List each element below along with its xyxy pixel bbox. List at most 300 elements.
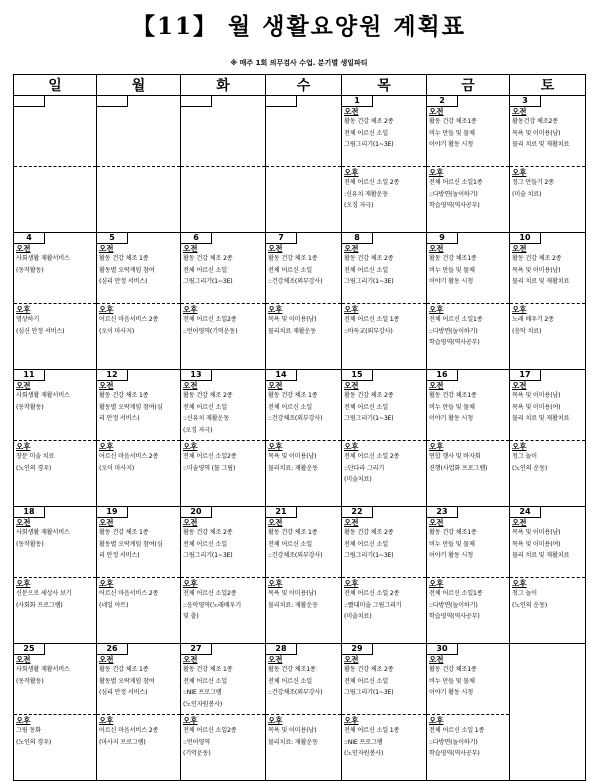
- day-number: 6: [181, 233, 212, 244]
- activity-item: 전체 어르신 소일 2종: [344, 453, 400, 460]
- day-number: 3: [510, 96, 541, 107]
- afternoon-schedule: [99, 442, 178, 502]
- day-cell: [14, 507, 97, 644]
- activity-item: 전체 어르신 소일 1종: [344, 727, 400, 734]
- morning-schedule: [429, 244, 507, 302]
- weekday-header: 화: [181, 75, 266, 96]
- day-cell: [14, 233, 97, 370]
- day-cell: [266, 96, 342, 233]
- am-pm-divider: [342, 577, 426, 578]
- afternoon-schedule: [183, 305, 263, 365]
- day-number: 13: [181, 370, 212, 381]
- day-cell: [342, 507, 427, 644]
- day-number: 29: [342, 644, 373, 655]
- afternoon-schedule: [512, 716, 583, 776]
- day-cell: [342, 644, 427, 781]
- day-number: 15: [342, 370, 373, 381]
- activity-item: 학습영역(역사공부): [429, 339, 480, 346]
- am-pm-divider: [266, 440, 341, 441]
- activity-item: (마사지 프로그램): [99, 738, 146, 746]
- activity-item: (미술치료): [344, 476, 372, 483]
- day-cell: [510, 507, 586, 644]
- morning-label: 오전: [429, 381, 444, 390]
- activity-item: 전체 어르신 소일: [183, 540, 227, 548]
- activity-item: 활동 건강 체조1종: [429, 255, 477, 262]
- activity-item: 학습영역(역사공부): [429, 750, 480, 757]
- activity-item: 그림그리기(1~3E): [344, 689, 394, 696]
- activity-item: 명상하기: [16, 316, 40, 323]
- morning-label: 오전: [99, 655, 114, 664]
- afternoon-schedule: [268, 716, 339, 776]
- morning-label: 오전: [512, 518, 527, 527]
- morning-schedule: [16, 655, 94, 713]
- activity-item: 활동 건강 체조 1종: [99, 255, 149, 262]
- activity-item: 정그 만들기 2종: [512, 179, 554, 186]
- afternoon-schedule: [429, 716, 507, 776]
- activity-item: 리 안정 서비스): [99, 415, 140, 422]
- morning-schedule: [183, 518, 263, 576]
- week-row: [14, 96, 586, 233]
- morning-schedule: [512, 518, 583, 576]
- activity-item: 목욕 및 이미용(남): [268, 590, 317, 597]
- day-number: 20: [181, 507, 212, 518]
- day-number: 11: [14, 370, 45, 381]
- activity-item: 리 안정 서비스): [99, 552, 140, 559]
- activity-item: 활동 건강 체조 2종: [344, 118, 394, 125]
- activity-item: 활동 건강 체조1종: [429, 118, 477, 125]
- afternoon-label: 오후: [429, 716, 444, 725]
- activity-item: ::NIE 프로그램: [344, 738, 383, 746]
- morning-label: 오전: [16, 381, 31, 390]
- activity-item: (미술 치료): [512, 190, 542, 198]
- activity-item: 전체 어르신 소일1종: [429, 316, 483, 323]
- activity-item: 목욕 및 이미용(남): [512, 266, 561, 274]
- day-cell: [427, 507, 510, 644]
- morning-label: 오전: [268, 381, 283, 390]
- afternoon-schedule: [512, 579, 583, 639]
- afternoon-label: 오후: [344, 716, 359, 725]
- morning-schedule: [429, 107, 507, 165]
- activity-item: 활동별 오락게임 참여(심: [99, 540, 163, 548]
- activity-item: 활동 건강 체조1종: [429, 666, 477, 673]
- activity-item: 그림그리기(1~3E): [183, 552, 233, 559]
- activity-item: (오이 마사지): [99, 464, 135, 472]
- am-pm-divider: [510, 166, 585, 167]
- activity-item: (동작활동): [16, 403, 44, 411]
- activity-item: 목욕 및 이미용(남): [512, 392, 561, 399]
- activity-item: (음악 치료): [512, 327, 542, 335]
- activity-item: 전체 어르신 소일: [183, 677, 227, 685]
- activity-item: (오징 자극): [183, 426, 213, 434]
- afternoon-schedule: [429, 442, 507, 502]
- weekday-header: 금: [427, 75, 510, 96]
- activity-item: 활동 건강 체조1종: [268, 666, 316, 673]
- activity-item: 물리 치료 및 재활치료: [512, 141, 570, 148]
- day-cell: [510, 96, 586, 233]
- afternoon-label: 오후: [99, 442, 114, 451]
- afternoon-label: 오후: [344, 305, 359, 314]
- day-cell: [181, 370, 266, 507]
- am-pm-divider: [427, 440, 509, 441]
- activity-item: 목욕 및 이미용(여): [512, 403, 561, 411]
- activity-item: (동작활동): [16, 266, 44, 274]
- activity-item: 전체 어르신 소일2종: [183, 453, 237, 460]
- afternoon-schedule: [344, 442, 424, 502]
- day-number: 12: [97, 370, 128, 381]
- activity-item: 활동별 오락게임 참여(심: [99, 403, 163, 411]
- activity-item: 전체 어르신 소일2종: [183, 590, 237, 597]
- activity-item: ::NIE 프로그램: [183, 689, 222, 696]
- activity-item: 청그 놀이: [512, 590, 537, 597]
- am-pm-divider: [427, 303, 509, 304]
- day-number: 1: [342, 96, 373, 107]
- am-pm-divider: [97, 577, 180, 578]
- activity-item: 활동 건강 체조 2종: [183, 392, 233, 399]
- afternoon-schedule: [268, 168, 339, 228]
- day-number: 16: [427, 370, 458, 381]
- activity-item: 전체 어르신 소일: [344, 540, 388, 548]
- activity-item: ::다방면(놀이하기): [429, 601, 478, 609]
- activity-item: :신유치 재활운동: [344, 190, 389, 198]
- day-number: 22: [342, 507, 373, 518]
- morning-label: 오전: [268, 655, 283, 664]
- am-pm-divider: [427, 577, 509, 578]
- afternoon-label: 오후: [344, 579, 359, 588]
- activity-item: 활동 건강 체조 2종: [183, 529, 233, 536]
- morning-schedule: [268, 381, 339, 439]
- morning-label: 오전: [183, 381, 198, 390]
- afternoon-schedule: [344, 305, 424, 365]
- activity-item: 물리치료: 재활운동: [268, 464, 318, 472]
- activity-item: ::건강체조(외부강사): [268, 278, 323, 285]
- day-cell: [342, 96, 427, 233]
- day-number: 18: [14, 507, 45, 518]
- activity-item: ::바둑교(외부강사): [344, 327, 393, 335]
- am-pm-divider: [266, 303, 341, 304]
- activity-item: (노인자원봉사): [344, 750, 384, 757]
- activity-item: 활동 건강 체조 2종: [344, 392, 394, 399]
- activity-item: 및 춤): [183, 613, 199, 620]
- morning-label: 오전: [183, 518, 198, 527]
- am-pm-divider: [14, 714, 96, 715]
- week-row: [14, 233, 586, 370]
- day-number: 9: [427, 233, 458, 244]
- activity-item: 전체 어르신 소일: [344, 403, 388, 411]
- morning-schedule: [429, 655, 507, 713]
- afternoon-schedule: [429, 168, 507, 228]
- morning-label: 오전: [512, 107, 527, 116]
- morning-schedule: [512, 107, 583, 165]
- activity-item: 활동 건강 체조 2종: [183, 255, 233, 262]
- activity-item: 활동 건강 체조 1종: [268, 529, 318, 536]
- activity-item: 전체 어르신 소일: [344, 266, 388, 274]
- activity-item: 활동 건강 체조 1종: [99, 666, 149, 673]
- afternoon-label: 오후: [183, 579, 198, 588]
- morning-schedule: [268, 655, 339, 713]
- activity-item: 비누 만들 및 물체: [429, 129, 475, 137]
- activity-item: (오징 자극): [344, 202, 374, 209]
- day-cell: [181, 233, 266, 370]
- activity-item: 목욕 및 이미용(남): [268, 316, 317, 323]
- activity-item: 비누 만들 및 물체: [429, 540, 475, 548]
- week-row: [14, 507, 586, 644]
- afternoon-schedule: [344, 168, 424, 228]
- afternoon-label: 오후: [512, 442, 527, 451]
- activity-item: 연합 행사 및 바자회: [429, 453, 481, 460]
- page-title: 【11】 월 생활요양원 계획표: [132, 13, 466, 40]
- am-pm-divider: [181, 714, 265, 715]
- morning-schedule: [512, 655, 583, 713]
- activity-item: (심리 안정 서비스): [99, 689, 148, 696]
- morning-label: 오전: [429, 107, 444, 116]
- am-pm-divider: [342, 303, 426, 304]
- activity-item: (미술치료): [344, 613, 372, 620]
- morning-schedule: [183, 244, 263, 302]
- afternoon-schedule: [268, 579, 339, 639]
- activity-item: 목욕 및 이미용(남): [512, 129, 561, 137]
- activity-item: 학습영역(역사공부): [429, 613, 480, 620]
- am-pm-divider: [342, 440, 426, 441]
- morning-schedule: [429, 381, 507, 439]
- afternoon-label: 오후: [344, 168, 359, 177]
- activity-item: 물리치료 재활운동: [268, 327, 316, 335]
- afternoon-schedule: [16, 168, 94, 228]
- afternoon-schedule: [429, 305, 507, 365]
- activity-item: 이야기 활동 시청: [429, 415, 473, 422]
- activity-item: 이야기 활동 시청: [429, 689, 473, 696]
- afternoon-label: 오후: [512, 305, 527, 314]
- weekday-header-row: [14, 75, 586, 96]
- morning-label: 오전: [344, 107, 359, 116]
- activity-item: (사회화 프로그램): [16, 601, 63, 609]
- morning-label: 오전: [344, 518, 359, 527]
- morning-label: 오전: [268, 244, 283, 253]
- week-row: [14, 370, 586, 507]
- morning-label: 오전: [344, 244, 359, 253]
- activity-item: 전체 어르신 소일 2종: [344, 179, 400, 186]
- activity-item: 목욕 및 이미용(여): [512, 540, 561, 548]
- afternoon-label: 오후: [99, 305, 114, 314]
- day-number: 21: [266, 507, 297, 518]
- day-number: 28: [266, 644, 297, 655]
- activity-item: 이야기 활동 시청: [429, 278, 473, 285]
- activity-item: 전체 어르신 소일 1종: [429, 727, 485, 734]
- afternoon-schedule: [16, 442, 94, 502]
- afternoon-schedule: [268, 442, 339, 502]
- am-pm-divider: [97, 440, 180, 441]
- afternoon-label: 오후: [16, 305, 31, 314]
- activity-item: ::신유치 재활운동: [183, 415, 229, 422]
- am-pm-divider: [97, 303, 180, 304]
- morning-label: 오전: [512, 244, 527, 253]
- am-pm-divider: [97, 714, 180, 715]
- am-pm-divider: [181, 440, 265, 441]
- day-cell: [266, 233, 342, 370]
- activity-item: 사회생활 재활서비스: [16, 529, 70, 536]
- am-pm-divider: [181, 303, 265, 304]
- am-pm-divider: [266, 166, 341, 167]
- morning-label: 오전: [183, 244, 198, 253]
- am-pm-divider: [427, 714, 509, 715]
- activity-item: 전체 어르신 소일: [268, 266, 312, 274]
- activity-item: 활동 건강 체조 2종: [344, 666, 394, 673]
- activity-item: 물리치료: 재활운동: [268, 738, 318, 746]
- morning-schedule: [344, 381, 424, 439]
- morning-label: 오전: [183, 655, 198, 664]
- day-number: [14, 96, 45, 107]
- day-number: 2: [427, 96, 458, 107]
- afternoon-label: 오후: [429, 579, 444, 588]
- day-cell: [97, 370, 181, 507]
- activity-item: 활동 건강 체조 2종: [344, 255, 394, 262]
- afternoon-schedule: [99, 716, 178, 776]
- activity-item: 그림그리기(1~3E): [344, 278, 394, 285]
- activity-item: ::다방면(놀이하기): [429, 327, 478, 335]
- afternoon-schedule: [99, 579, 178, 639]
- afternoon-schedule: [512, 168, 583, 228]
- morning-label: 오전: [344, 655, 359, 664]
- activity-item: 신문으로 세상사 보기: [16, 590, 72, 597]
- activity-item: (노인의 운동): [512, 601, 548, 609]
- activity-item: ::음악영역(노래배우기: [183, 601, 241, 609]
- activity-item: 전체 어르신 소일: [268, 677, 312, 685]
- week-row: [14, 644, 586, 781]
- morning-label: 오전: [429, 244, 444, 253]
- activity-item: ::다방면(놀이하기): [429, 738, 478, 746]
- am-pm-divider: [342, 714, 426, 715]
- morning-schedule: [344, 244, 424, 302]
- weekday-header: 월: [97, 75, 181, 96]
- day-cell: [97, 644, 181, 781]
- activity-item: (노인의 경우): [16, 464, 52, 472]
- am-pm-divider: [14, 577, 96, 578]
- activity-item: 목욕 및 이미용(남): [268, 453, 317, 460]
- weekday-header: 목: [342, 75, 427, 96]
- afternoon-schedule: [429, 579, 507, 639]
- activity-item: (심리 안정 서비스): [99, 278, 148, 285]
- am-pm-divider: [342, 166, 426, 167]
- afternoon-label: 오후: [16, 579, 31, 588]
- day-number: 25: [14, 644, 45, 655]
- morning-label: 오전: [429, 655, 444, 664]
- activity-item: (오이 마사지): [99, 327, 135, 335]
- day-number: 10: [510, 233, 541, 244]
- afternoon-label: 오후: [268, 305, 283, 314]
- day-number: 19: [97, 507, 128, 518]
- activity-item: 어르신 마음서비스 2종: [99, 316, 159, 323]
- afternoon-label: 오후: [16, 442, 31, 451]
- morning-schedule: [99, 655, 178, 713]
- afternoon-schedule: [183, 442, 263, 502]
- activity-item: 그림그리기(1~3E): [344, 552, 394, 559]
- morning-schedule: [512, 244, 583, 302]
- morning-schedule: [99, 381, 178, 439]
- morning-schedule: [344, 655, 424, 713]
- activity-item: 활동 건강 체조 2종: [512, 255, 562, 262]
- activity-item: (노인자원봉사): [183, 700, 223, 708]
- day-number: 7: [266, 233, 297, 244]
- day-number: 17: [510, 370, 541, 381]
- activity-item: 활동 건강 체조 1종: [268, 255, 318, 262]
- day-number: 26: [97, 644, 128, 655]
- day-cell: [342, 370, 427, 507]
- afternoon-schedule: [183, 579, 263, 639]
- activity-item: 활동 건강 체조 1종: [183, 666, 233, 673]
- activity-item: 그림그리기(1~3E): [344, 415, 394, 422]
- activity-item: 그림그리기(1~3E): [183, 278, 233, 285]
- activity-item: (노인의 경우): [16, 738, 52, 746]
- morning-schedule: [16, 244, 94, 302]
- morning-schedule: [99, 244, 178, 302]
- morning-schedule: [16, 381, 94, 439]
- day-cell: [14, 370, 97, 507]
- am-pm-divider: [97, 166, 180, 167]
- morning-label: 오전: [16, 655, 31, 664]
- morning-schedule: [268, 107, 339, 165]
- activity-item: (심신 안정 서비스): [16, 327, 65, 335]
- morning-schedule: [344, 518, 424, 576]
- day-number: 30: [427, 644, 458, 655]
- afternoon-schedule: [344, 716, 424, 776]
- day-cell: [97, 233, 181, 370]
- activity-item: (네일 아트): [99, 601, 129, 609]
- day-cell: [181, 644, 266, 781]
- day-number: [181, 96, 212, 107]
- activity-item: 청그 놀이: [512, 453, 537, 460]
- activity-item: 노래 배우기 2종: [512, 316, 554, 323]
- day-number: 27: [181, 644, 212, 655]
- morning-label: 오전: [99, 244, 114, 253]
- activity-item: 그림그리기(1~3E): [344, 141, 394, 148]
- activity-item: 어르신 마음서비스 2종: [99, 590, 159, 597]
- day-number: 5: [97, 233, 128, 244]
- day-cell: [97, 96, 181, 233]
- activity-item: ::미술영역 (물 그림): [183, 464, 236, 472]
- activity-item: 물리 치료 및 재활치료: [512, 415, 570, 422]
- afternoon-label: 오후: [268, 442, 283, 451]
- afternoon-label: 오후: [99, 579, 114, 588]
- activity-item: 진행(사업화 프로그램): [429, 464, 488, 472]
- activity-item: 사회생활 재활서비스: [16, 255, 70, 262]
- activity-item: 활동 건강 체조 2종: [344, 529, 394, 536]
- afternoon-schedule: [16, 716, 94, 776]
- activity-item: 활동별 오락게임 참여: [99, 266, 155, 274]
- activity-item: 물리 치료 및 재활치료: [512, 278, 570, 285]
- activity-item: (기억운동): [183, 750, 211, 757]
- morning-label: 오전: [429, 518, 444, 527]
- am-pm-divider: [510, 440, 585, 441]
- afternoon-schedule: [344, 579, 424, 639]
- activity-item: 이야기 활동 시청: [429, 552, 473, 559]
- day-cell: [510, 370, 586, 507]
- activity-item: 비누 만들 및 물체: [429, 403, 475, 411]
- activity-item: 그림 동화: [16, 727, 41, 734]
- day-number: 24: [510, 507, 541, 518]
- day-cell: [510, 233, 586, 370]
- activity-item: 이야기 활동 시청: [429, 141, 473, 148]
- morning-label: 오전: [268, 518, 283, 527]
- afternoon-schedule: [183, 168, 263, 228]
- weekday-header: 일: [14, 75, 97, 96]
- day-number: 8: [342, 233, 373, 244]
- activity-item: (노인의 운동): [512, 464, 548, 472]
- activity-item: 전체 어르신 소일: [268, 540, 312, 548]
- activity-item: 비누 만들 및 물체: [429, 677, 475, 685]
- afternoon-label: 오후: [183, 716, 198, 725]
- activity-item: 전체 어르신 소일 1종: [344, 316, 400, 323]
- day-number: [266, 96, 297, 107]
- day-cell: [181, 96, 266, 233]
